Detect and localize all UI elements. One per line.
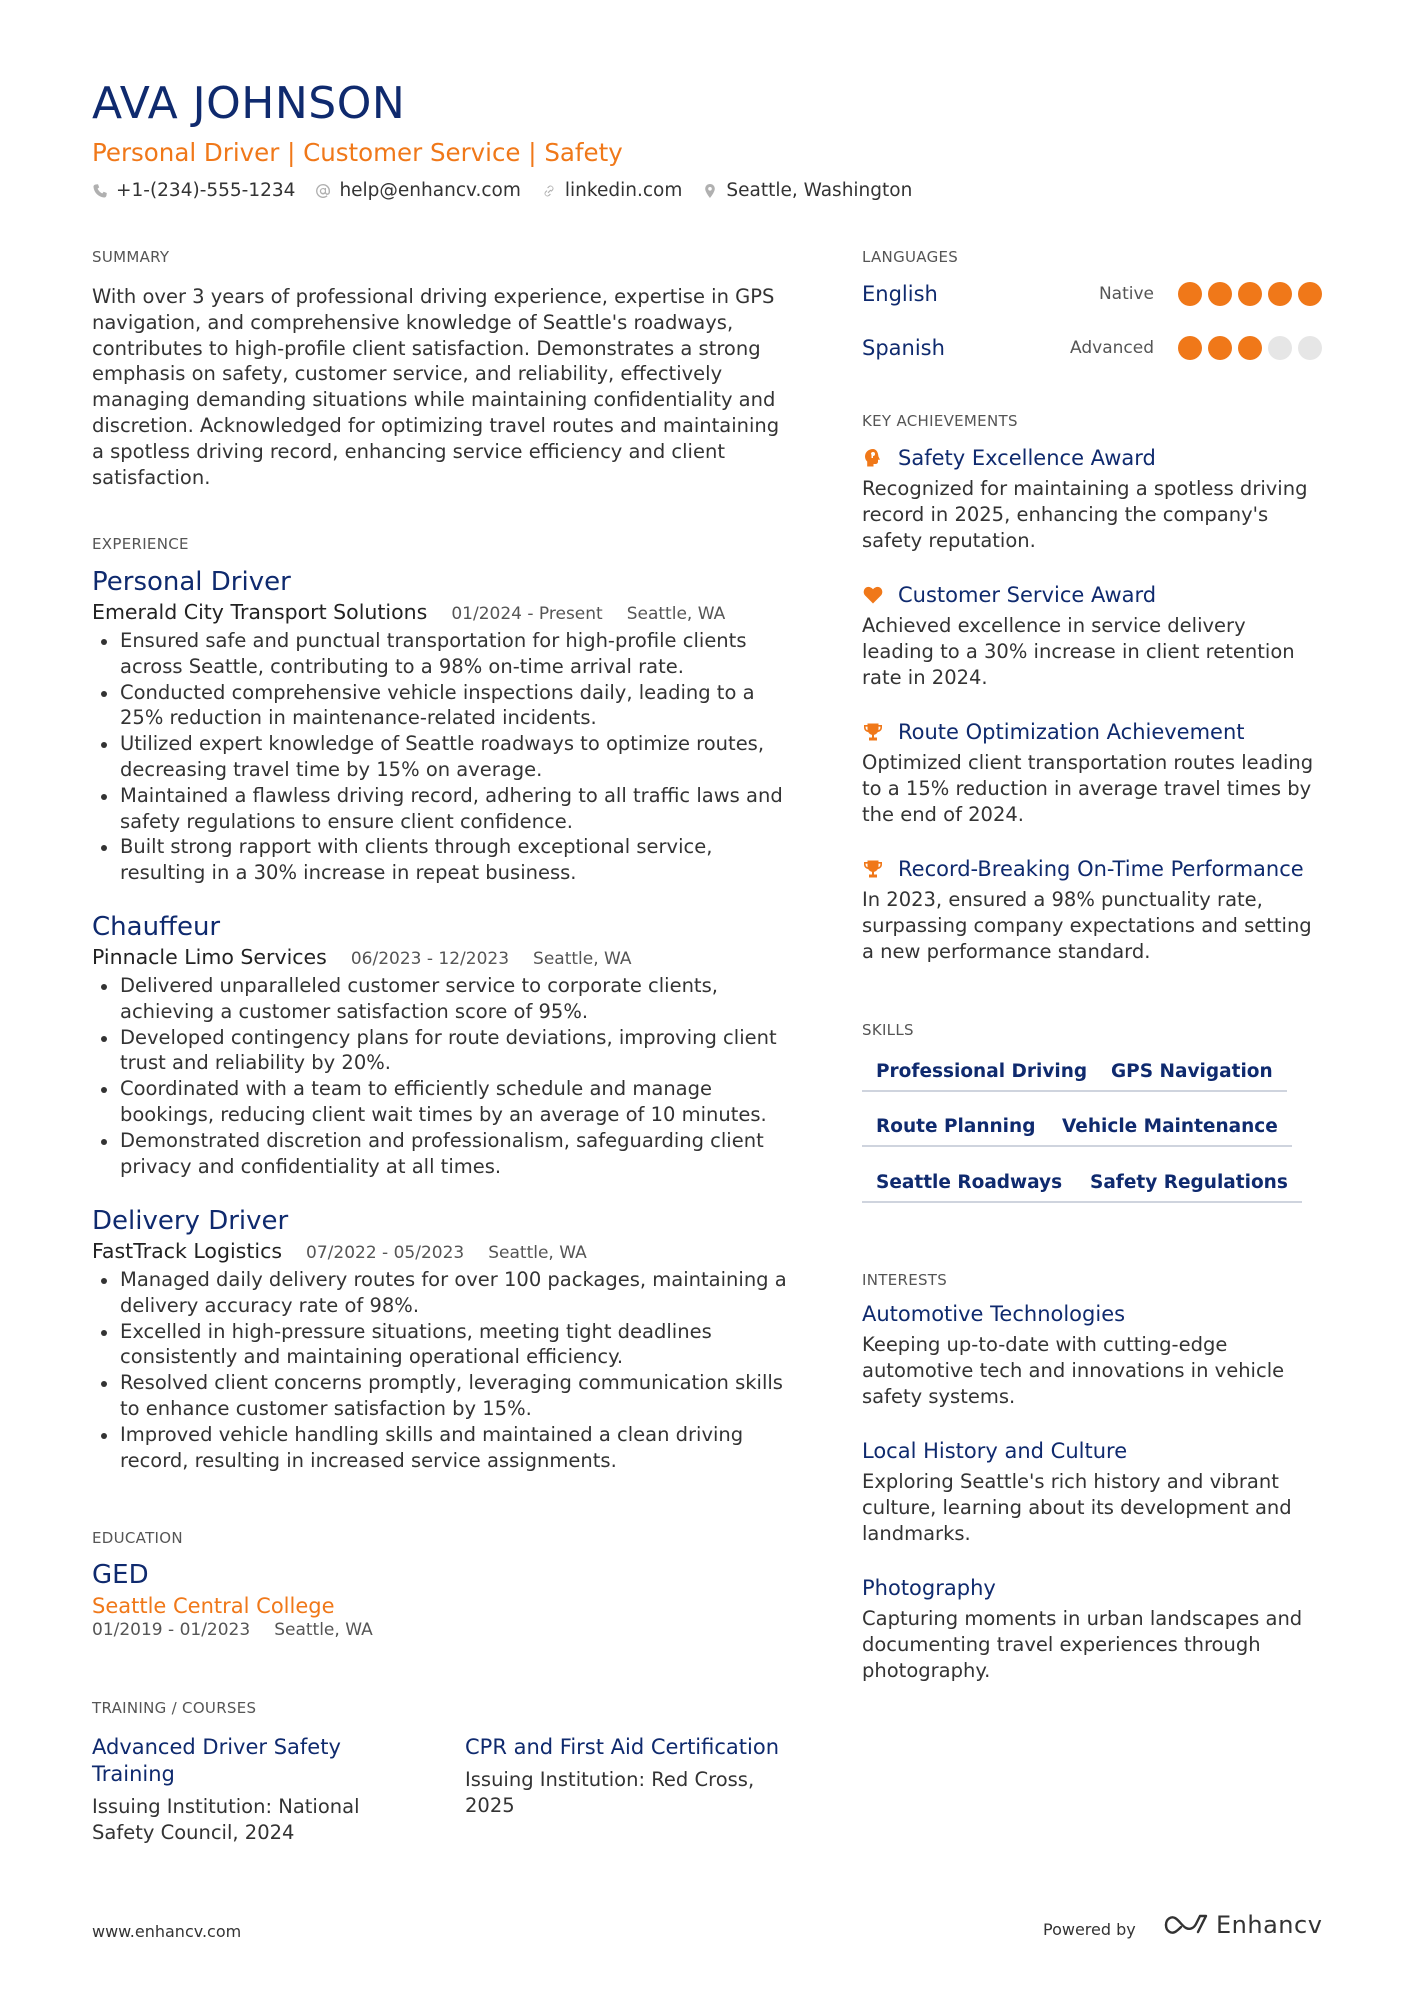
achievement-title: Safety Excellence Award [898, 446, 1156, 470]
achievement-desc: Achieved excellence in service delivery leading to a 30% increase in client retention rate in 2024. [862, 614, 1295, 689]
rating-dot-filled [1208, 336, 1232, 360]
skills-heading: SKILLS [862, 1021, 914, 1039]
achievement-desc: Recognized for maintaining a spotless driving record in 2025, enhancing the company's safety reputation. [862, 477, 1308, 552]
interest-desc: Capturing moments in urban landscapes and documenting travel experiences through photography. [862, 1607, 1303, 1682]
language-name: Spanish [862, 336, 945, 360]
trophy-icon [862, 858, 884, 880]
skill-tag: GPS Navigation [1097, 1061, 1287, 1092]
brain-icon [862, 447, 884, 469]
achievement-entry [862, 446, 1322, 553]
job-bullet: Coordinated with a team to efficiently schedule and manage bookings, reducing client wait times by an average of 10 minutes. [92, 1076, 792, 1128]
language-row [862, 282, 1322, 306]
rating-dot-filled [1178, 282, 1202, 306]
rating-dot-filled [1178, 336, 1202, 360]
brand-logo[interactable] [1162, 1910, 1322, 1940]
contact-bar [92, 180, 932, 201]
candidate-name: AVA JOHNSON [92, 78, 406, 129]
skill-tag: Professional Driving [862, 1061, 1101, 1092]
contact-linkedin[interactable] [541, 180, 682, 201]
language-rating [1172, 282, 1322, 306]
achievement-title: Customer Service Award [898, 583, 1157, 607]
rating-dot-filled [1298, 282, 1322, 306]
job-company: FastTrack Logistics [92, 1239, 283, 1263]
rating-dot-empty [1298, 336, 1322, 360]
job-entry [92, 1205, 792, 1473]
interest-entry [862, 1302, 1322, 1409]
job-location: Seattle, WA [488, 1243, 587, 1263]
interest-desc: Exploring Seattle's rich history and vibrant culture, learning about its development and landmarks. [862, 1470, 1292, 1545]
language-name: English [862, 282, 938, 306]
achievement-entry [862, 857, 1322, 964]
skill-tag: Safety Regulations [1076, 1172, 1302, 1203]
summary-heading: SUMMARY [92, 248, 170, 266]
job-dates: 07/2022 - 05/2023 [306, 1243, 465, 1263]
skill-tag: Route Planning [862, 1116, 1049, 1147]
email-text: help@enhancv.com [339, 180, 521, 201]
job-bullet: Resolved client concerns promptly, leveraging communication skills to enhance customer satisfaction by 15%. [92, 1370, 792, 1422]
language-rating [1172, 336, 1322, 360]
job-company: Pinnacle Limo Services [92, 945, 327, 969]
interest-title: Photography [862, 1576, 996, 1600]
footer-website[interactable]: www.enhancv.com [92, 1922, 242, 1941]
summary-text: With over 3 years of professional driving experience, expertise in GPS navigation, and comprehensive knowledge of Seattle's roadways, contributes to high-profile client satisfaction. Demonstrates a strong emphasis on safety, customer service, and reliability, effectively managing demanding situations while maintaining confidentiality and discretion. Acknowledged for optimizing travel routes and maintaining a spotless driving record, enhancing service efficiency and client satisfaction. [92, 285, 780, 489]
powered-by-label: Powered by [1043, 1920, 1136, 1939]
education-entry [92, 1560, 792, 1640]
job-bullet: Maintained a flawless driving record, adhering to all traffic laws and safety regulations to ensure client confidence. [92, 783, 792, 835]
language-level: Native [1098, 284, 1154, 304]
skill-tag: Seattle Roadways [862, 1172, 1076, 1203]
achievement-desc: In 2023, ensured a 98% punctuality rate, surpassing company expectations and setting a new performance standard. [862, 888, 1312, 963]
phone-icon [92, 183, 108, 199]
rating-dot-empty [1268, 336, 1292, 360]
education-location: Seattle, WA [274, 1620, 373, 1640]
job-location: Seattle, WA [533, 949, 632, 969]
job-bullet: Ensured safe and punctual transportation for high-profile clients across Seattle, contributing to a 98% on-time arrival rate. [92, 628, 792, 680]
trophy-icon [862, 721, 884, 743]
job-dates: 01/2024 - Present [451, 604, 603, 624]
experience-heading: EXPERIENCE [92, 535, 189, 553]
job-bullet: Developed contingency plans for route deviations, improving client trust and reliability by 20%. [92, 1025, 792, 1077]
link-icon [541, 183, 557, 199]
job-meta [92, 945, 792, 969]
contact-phone[interactable] [92, 180, 295, 201]
rating-dot-filled [1238, 336, 1262, 360]
job-bullet: Conducted comprehensive vehicle inspections daily, leading to a 25% reduction in maintenance-related incidents. [92, 680, 792, 732]
job-meta [92, 600, 792, 624]
location-text: Seattle, Washington [726, 180, 913, 201]
rating-dot-filled [1238, 282, 1262, 306]
job-bullets [92, 973, 792, 1179]
languages-heading: LANGUAGES [862, 248, 959, 266]
brand-name: Enhancv [1216, 1911, 1323, 1939]
achievement-desc: Optimized client transportation routes leading to a 15% reduction in average travel times by the end of 2024. [862, 751, 1314, 826]
job-title: Chauffeur [92, 912, 221, 942]
job-bullet: Built strong rapport with clients through exceptional service, resulting in a 30% increase in repeat business. [92, 834, 792, 886]
language-level: Advanced [1070, 338, 1154, 358]
education-dates: 01/2019 - 01/2023 [92, 1620, 251, 1640]
candidate-tagline: Personal Driver | Customer Service | Safety [92, 138, 623, 167]
job-bullet: Demonstrated discretion and professionalism, safeguarding client privacy and confidentiality at all times. [92, 1128, 792, 1180]
course-title: CPR and First Aid Certification [465, 1735, 780, 1759]
job-bullet: Improved vehicle handling skills and maintained a clean driving record, resulting in increased service assignments. [92, 1422, 792, 1474]
interest-title: Local History and Culture [862, 1439, 1128, 1463]
course-title: Advanced Driver Safety Training [92, 1735, 341, 1786]
location-pin-icon [702, 183, 718, 199]
heart-icon [862, 584, 884, 606]
education-heading: EDUCATION [92, 1529, 183, 1547]
interest-entry [862, 1576, 1322, 1683]
job-meta [92, 1239, 792, 1263]
course-desc: Issuing Institution: National Safety Council, 2024 [92, 1795, 360, 1844]
job-dates: 06/2023 - 12/2023 [350, 949, 510, 969]
interest-desc: Keeping up-to-date with cutting-edge automotive tech and innovations in vehicle safety systems. [862, 1333, 1285, 1408]
rating-dot-filled [1268, 282, 1292, 306]
achievement-title: Route Optimization Achievement [898, 720, 1245, 744]
job-bullet: Excelled in high-pressure situations, meeting tight deadlines consistently and maintaining operational efficiency. [92, 1319, 792, 1371]
education-degree: GED [92, 1560, 149, 1590]
education-meta [92, 1620, 792, 1640]
interest-entry [862, 1439, 1322, 1546]
language-row [862, 336, 1322, 360]
training-heading: TRAINING / COURSES [92, 1699, 257, 1717]
job-title: Delivery Driver [92, 1206, 289, 1236]
rating-dot-filled [1208, 282, 1232, 306]
linkedin-text: linkedin.com [564, 180, 683, 201]
achievements-heading: KEY ACHIEVEMENTS [862, 412, 1018, 430]
job-bullets [92, 1267, 792, 1473]
achievement-entry [862, 583, 1322, 690]
enhancv-logo-icon [1162, 1910, 1210, 1940]
job-bullet: Utilized expert knowledge of Seattle roadways to optimize routes, decreasing travel time by 15% on average. [92, 731, 792, 783]
course-entry [92, 1734, 412, 1846]
course-desc: Issuing Institution: Red Cross, 2025 [465, 1768, 755, 1817]
job-bullets [92, 628, 792, 886]
contact-email[interactable] [315, 180, 520, 201]
phone-text: +1-(234)-555-1234 [116, 180, 296, 201]
job-company: Emerald City Transport Solutions [92, 600, 428, 624]
at-icon [315, 183, 331, 199]
achievement-title: Record-Breaking On-Time Performance [898, 857, 1304, 881]
skill-tag: Vehicle Maintenance [1048, 1116, 1292, 1147]
job-location: Seattle, WA [626, 604, 726, 624]
interests-heading: INTERESTS [862, 1271, 948, 1289]
education-school: Seattle Central College [92, 1594, 335, 1618]
job-entry [92, 566, 792, 886]
job-entry [92, 911, 792, 1179]
course-entry [465, 1734, 785, 1819]
job-bullet: Delivered unparalleled customer service to corporate clients, achieving a customer satisfaction score of 95%. [92, 973, 792, 1025]
job-title: Personal Driver [92, 567, 291, 597]
job-bullet: Managed daily delivery routes for over 100 packages, maintaining a delivery accuracy rate of 98%. [92, 1267, 792, 1319]
interest-title: Automotive Technologies [862, 1302, 1126, 1326]
achievement-entry [862, 720, 1322, 827]
contact-location [702, 180, 912, 201]
